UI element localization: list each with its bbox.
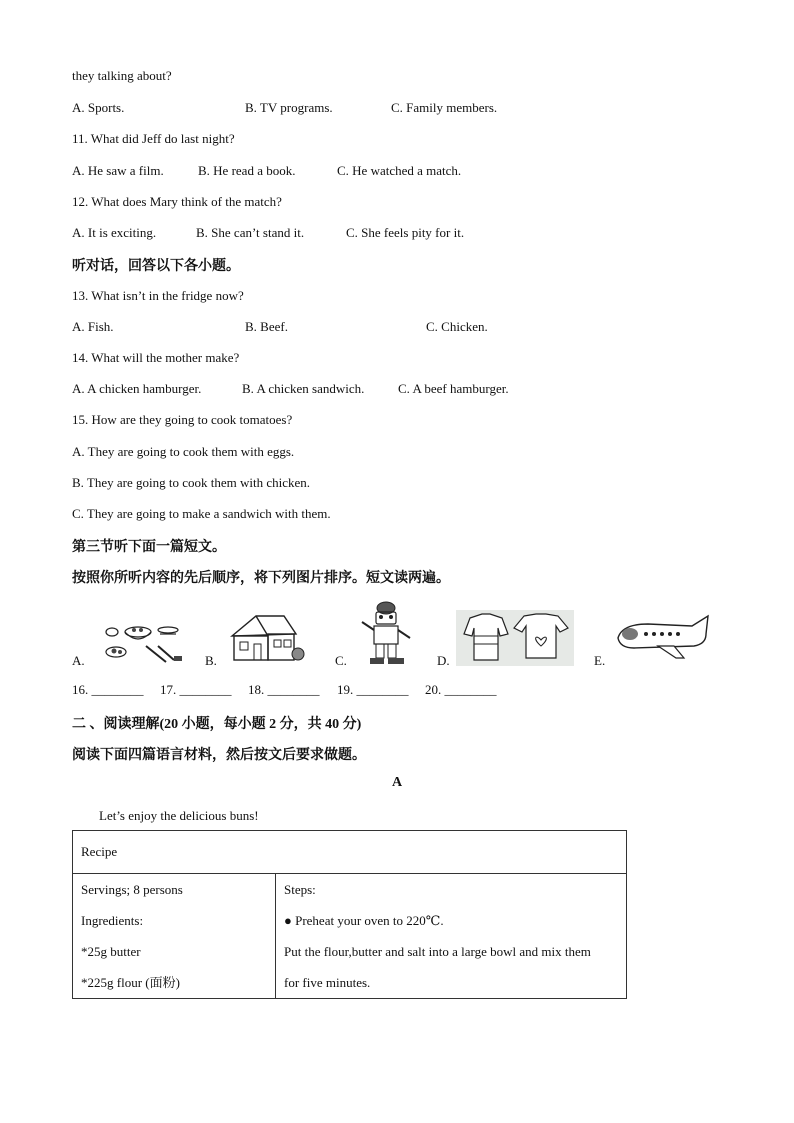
step-mix-continued: for five minutes.	[284, 975, 371, 990]
food-picture	[96, 620, 186, 666]
q14-option-a: A. A chicken hamburger.	[72, 381, 202, 396]
question-13-stem: 13. What isn’t in the fridge now?	[72, 288, 244, 303]
q14-option-c: C. A beef hamburger.	[398, 381, 509, 396]
section-3-instruction: 按照你所听内容的先后顺序，将下列图片排序。短文读两遍。	[72, 571, 450, 586]
question-15-stem: 15. How are they going to cook tomatoes?	[72, 412, 293, 427]
passage-label: A	[391, 775, 403, 790]
question-14-stem: 14. What will the mother make?	[72, 350, 240, 365]
answer-blanks	[72, 682, 532, 698]
q15-option-b: B. They are going to cook them with chicken.	[72, 475, 311, 490]
blank-17[interactable]: 17. ________	[160, 682, 232, 697]
blank-16[interactable]: 16. ________	[72, 682, 144, 697]
q11-option-a: A. He saw a film.	[72, 163, 164, 178]
q10-option-b: B. TV programs.	[245, 100, 333, 115]
recipe-title: Recipe	[73, 831, 627, 874]
q12-option-c: C. She feels pity for it.	[346, 225, 465, 240]
recipe-steps-cell	[276, 874, 627, 999]
q12-option-b: B. She can’t stand it.	[196, 225, 305, 240]
q11-option-b: B. He read a book.	[198, 163, 296, 178]
q15-option-a: A. They are going to cook them with eggs.	[72, 444, 295, 459]
q15-option-c: C. They are going to make a sandwich with them.	[72, 506, 331, 521]
ingredients-label: Ingredients:	[81, 913, 144, 928]
picture-a-label: A.	[72, 653, 85, 668]
q14-option-b: B. A chicken sandwich.	[242, 381, 365, 396]
recipe-ingredients-cell	[73, 874, 276, 999]
step-preheat: ● Preheat your oven to 220℃.	[284, 913, 444, 928]
q10-option-a: A. Sports.	[72, 100, 125, 115]
q13-option-c: C. Chicken.	[426, 319, 488, 334]
section-3-title: 第三节听下面一篇短文。	[72, 540, 226, 555]
question-10-stem: they talking about?	[72, 68, 172, 83]
ingredient-flour: *225g flour (面粉)	[81, 975, 180, 990]
question-11-stem: 11. What did Jeff do last night?	[72, 131, 235, 146]
blank-19[interactable]: 19. ________	[337, 682, 409, 697]
q12-option-a: A. It is exciting.	[72, 225, 157, 240]
picture-e-label: E.	[594, 653, 606, 668]
listening-instruction: 听对话，回答以下各小题。	[72, 259, 240, 274]
picture-d-label: D.	[437, 653, 450, 668]
servings-text: Servings; 8 persons	[81, 882, 183, 897]
picture-b-label: B.	[205, 653, 217, 668]
clothes-picture	[456, 610, 574, 666]
part-2-title: 二 、阅读理解(20 小题，每小题 2 分，共 40 分)	[72, 717, 362, 732]
house-picture	[226, 612, 306, 664]
recipe-table	[72, 830, 627, 999]
blank-20[interactable]: 20. ________	[425, 682, 497, 697]
q11-option-c: C. He watched a match.	[337, 163, 462, 178]
picture-c-label: C.	[335, 653, 347, 668]
airplane-picture	[614, 612, 714, 662]
passage-intro: Let’s enjoy the delicious buns!	[99, 808, 259, 823]
q13-option-b: B. Beef.	[245, 319, 288, 334]
robot-picture	[356, 600, 416, 666]
blank-18[interactable]: 18. ________	[248, 682, 320, 697]
steps-label: Steps:	[284, 882, 316, 897]
step-mix: Put the flour,butter and salt into a large bowl and mix them	[284, 944, 591, 959]
q13-option-a: A. Fish.	[72, 319, 114, 334]
question-12-stem: 12. What does Mary think of the match?	[72, 194, 282, 209]
ingredient-butter: *25g butter	[81, 944, 141, 959]
part-2-instruction: 阅读下面四篇语言材料，然后按文后要求做题。	[72, 748, 366, 763]
q10-option-c: C. Family members.	[391, 100, 498, 115]
